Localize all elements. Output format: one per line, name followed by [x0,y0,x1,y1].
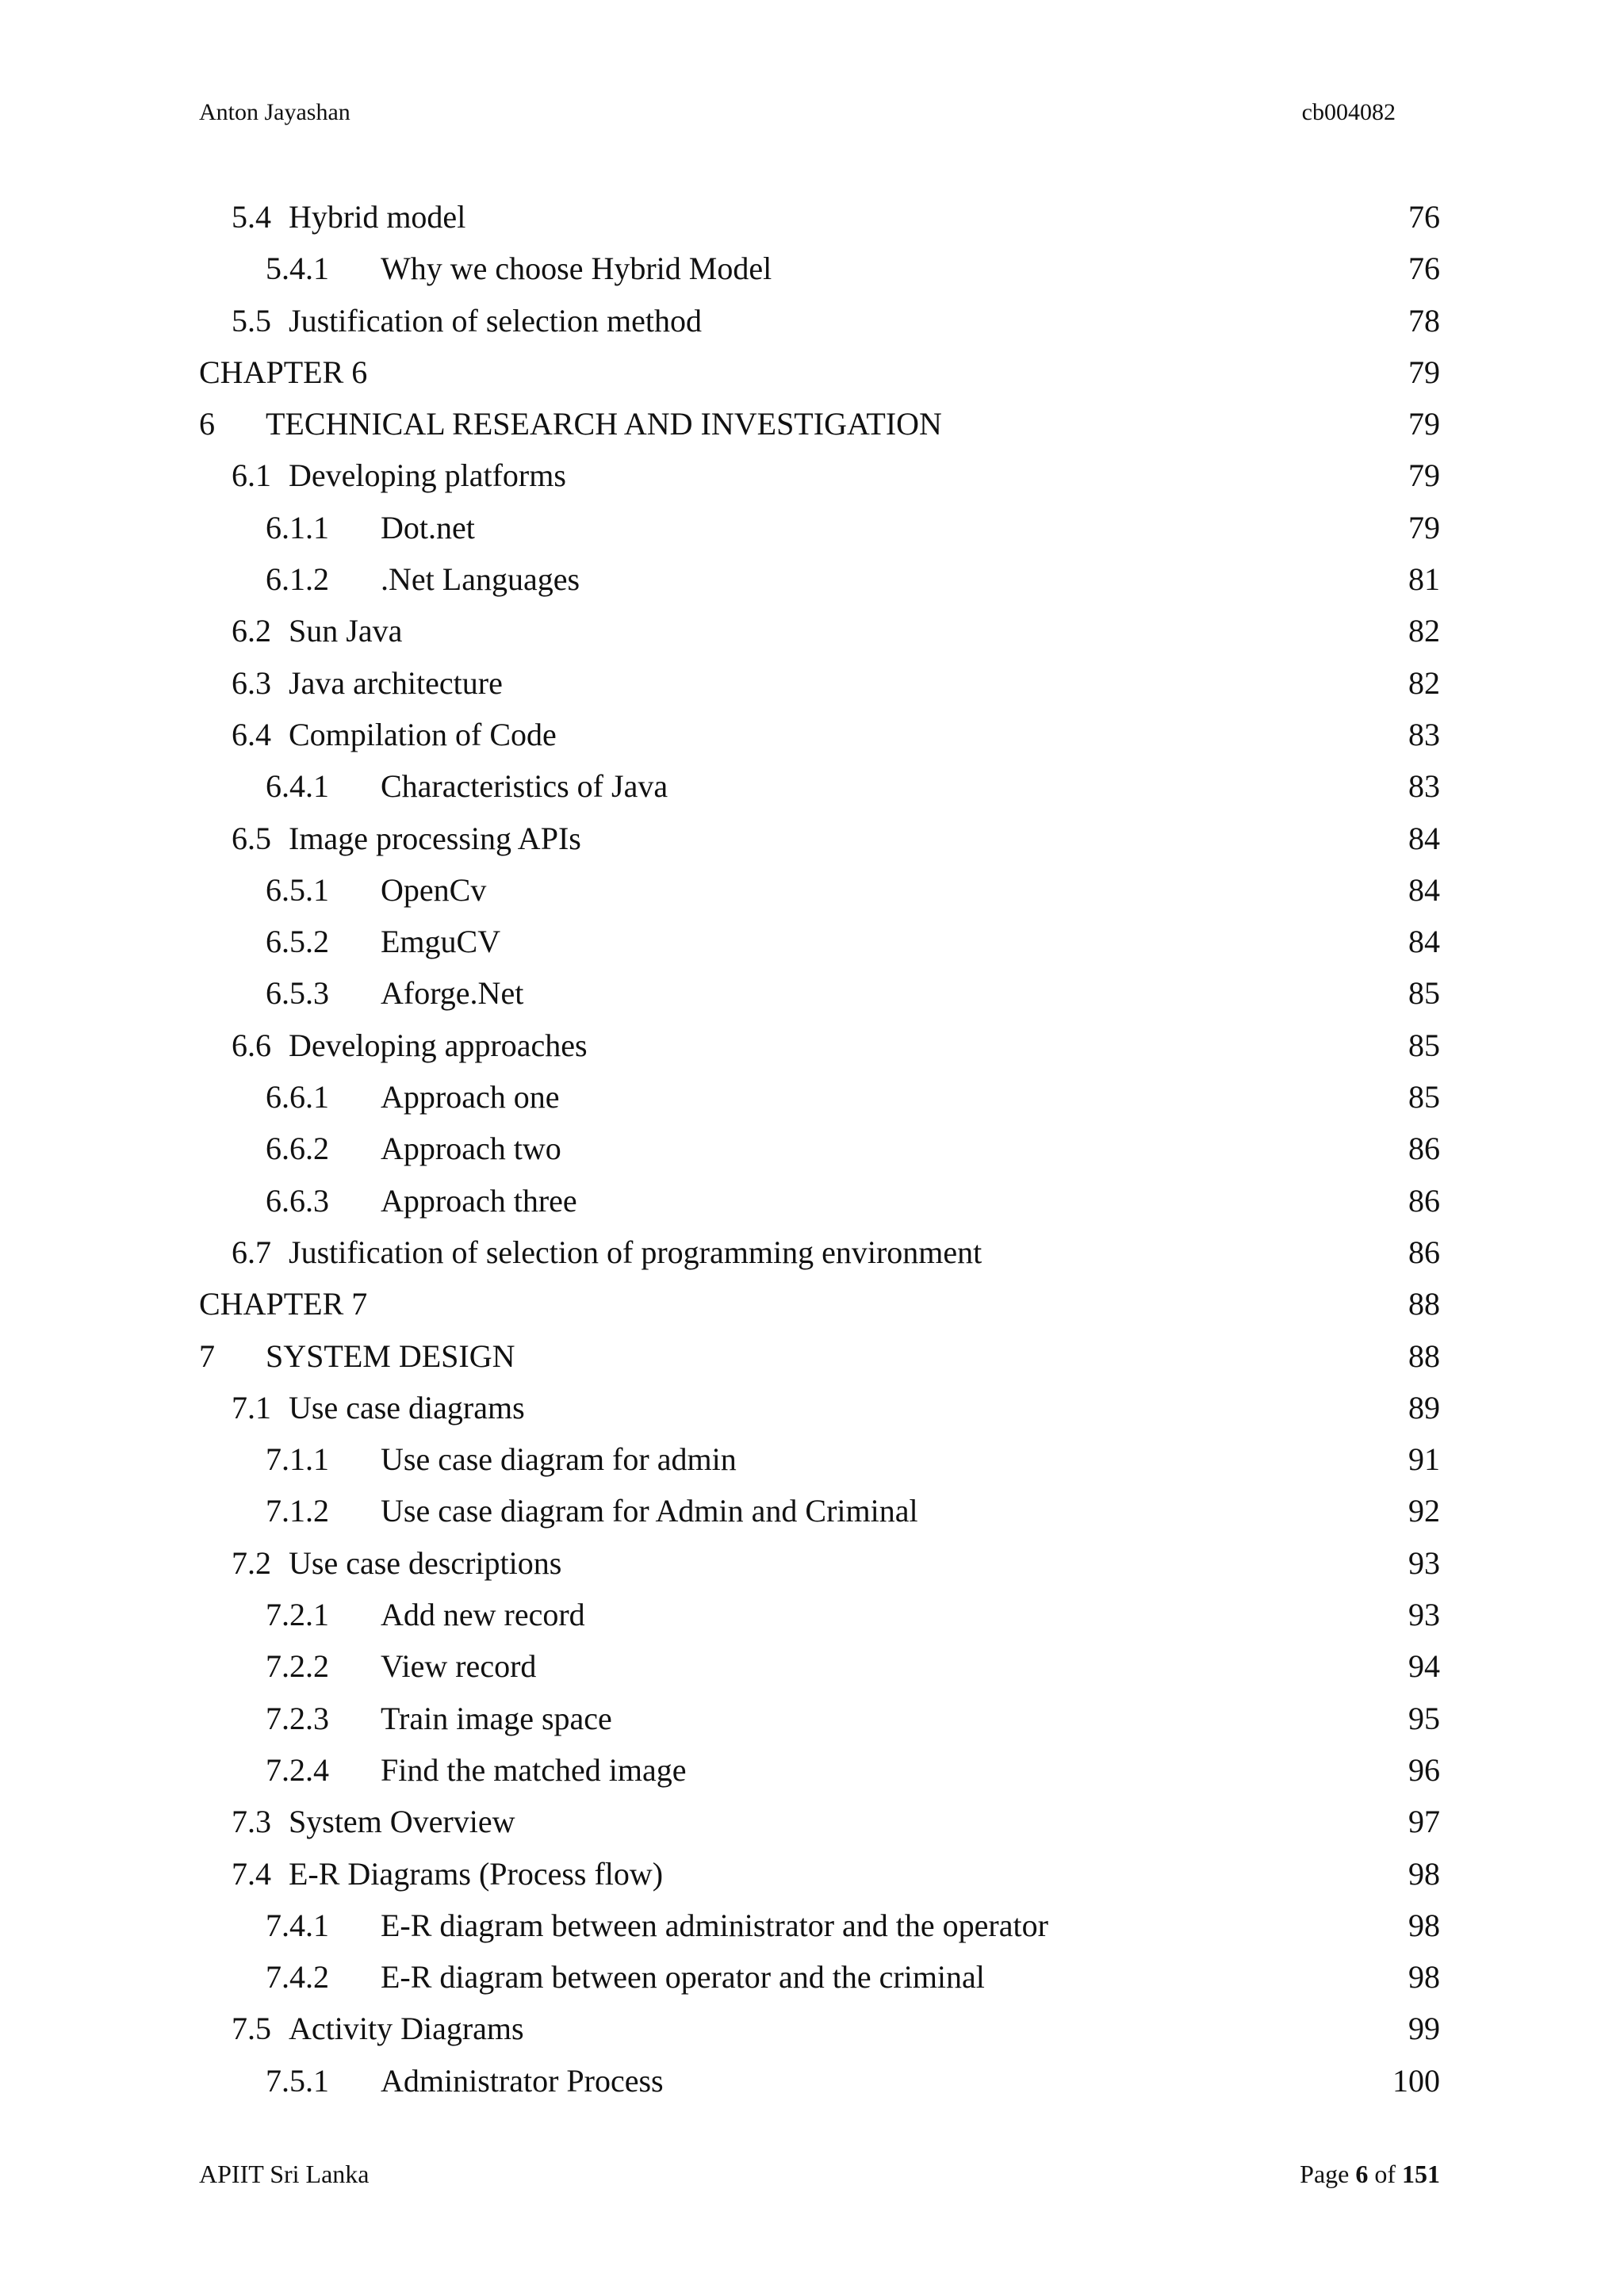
toc-entry-page-number: 85 [1408,1027,1440,1063]
toc-entry-page-number: 81 [1408,561,1440,598]
toc-entry-page-number: 84 [1408,820,1440,856]
toc-entry-page-number: 93 [1408,1597,1440,1633]
toc-entry[interactable] [199,402,1440,453]
toc-entry-number: 5.5 [232,302,271,339]
toc-entry-page-number: 98 [1408,1855,1440,1892]
toc-entry-title: SYSTEM DESIGN [266,1337,515,1374]
toc-entry-page-number: 86 [1408,1234,1440,1270]
toc-entry[interactable] [199,1230,1440,1282]
toc-entry-title: E-R diagram between administrator and the operator [381,1907,1048,1943]
toc-entry[interactable] [199,1852,1440,1904]
page-header [199,97,1396,128]
toc-entry-page-number: 85 [1408,1079,1440,1115]
toc-entry-title: E-R Diagrams (Process flow) [289,1855,664,1892]
toc-entry[interactable] [199,1644,1440,1696]
toc-entry[interactable] [199,1282,1440,1334]
toc-entry-title: Approach two [381,1131,561,1167]
toc-entry[interactable] [199,920,1440,971]
toc-entry-number: 6 [199,406,215,442]
toc-entry-page-number: 98 [1408,1959,1440,1996]
toc-entry-title: Use case descriptions [289,1544,562,1581]
toc-entry[interactable] [199,1334,1440,1386]
toc-entry[interactable] [199,868,1440,920]
toc-entry[interactable] [199,1437,1440,1489]
footer-current-page: 6 [1355,2160,1369,2188]
header-author: Anton Jayashan [199,99,350,125]
toc-entry-page-number: 83 [1408,768,1440,805]
toc-entry-number: 6.7 [232,1234,271,1270]
toc-entry-title: Java architecture [289,664,503,701]
toc-entry-title: Why we choose Hybrid Model [381,251,772,287]
toc-entry-title: CHAPTER 7 [199,1286,368,1322]
toc-entry[interactable] [199,661,1440,713]
toc-entry-number: 7.2.4 [266,1751,329,1788]
toc-entry-title: Activity Diagrams [289,2011,524,2047]
toc-entry-number: 7.4.1 [266,1907,329,1943]
toc-entry-page-number: 84 [1408,924,1440,960]
toc-entry-page-number: 76 [1408,199,1440,235]
toc-entry-page-number: 78 [1408,302,1440,339]
toc-entry-page-number: 98 [1408,1907,1440,1943]
toc-entry-page-number: 86 [1408,1182,1440,1219]
toc-entry[interactable] [199,1904,1440,1955]
toc-entry[interactable] [199,1800,1440,1851]
toc-entry-number: 7.5.1 [266,2062,329,2099]
toc-entry-title: Sun Java [289,613,403,649]
toc-entry-page-number: 94 [1408,1648,1440,1685]
toc-entry-title: Approach three [381,1182,577,1219]
toc-entry-title: Developing platforms [289,457,566,494]
toc-entry-number: 6.2 [232,613,271,649]
toc-entry[interactable] [199,1748,1440,1800]
toc-entry-page-number: 96 [1408,1751,1440,1788]
toc-entry-page-number: 93 [1408,1544,1440,1581]
toc-entry[interactable] [199,2007,1440,2058]
toc-entry-page-number: 76 [1408,251,1440,287]
toc-entry-title: Justification of selection method [289,302,702,339]
toc-entry-title: Find the matched image [381,1751,687,1788]
toc-entry[interactable] [199,1386,1440,1437]
toc-entry-title: OpenCv [381,871,487,908]
toc-entry-number: 7 [199,1337,215,1374]
toc-entry-page-number: 85 [1408,975,1440,1012]
toc-entry-title: E-R diagram between operator and the criminal [381,1959,985,1996]
toc-entry-page-number: 79 [1408,406,1440,442]
toc-entry-title: Use case diagram for admin [381,1441,737,1478]
toc-entry-number: 7.4.2 [266,1959,329,1996]
toc-entry[interactable] [199,1697,1440,1748]
toc-entry-page-number: 79 [1408,457,1440,494]
toc-entry-number: 7.3 [232,1804,271,1840]
toc-entry-page-number: 88 [1408,1286,1440,1322]
toc-entry-title: Compilation of Code [289,716,557,752]
toc-entry[interactable] [199,764,1440,816]
toc-entry-number: 7.1 [232,1389,271,1425]
toc-entry-number: 5.4.1 [266,251,329,287]
toc-entry[interactable] [199,1593,1440,1644]
toc-entry-page-number: 79 [1408,509,1440,545]
toc-entry[interactable] [199,1541,1440,1593]
toc-entry-page-number: 88 [1408,1337,1440,1374]
toc-entry[interactable] [199,609,1440,660]
toc-entry-page-number: 82 [1408,613,1440,649]
toc-entry-title: Use case diagram for Admin and Criminal [381,1493,918,1529]
table-of-contents [199,195,1440,2110]
toc-entry[interactable] [199,247,1440,298]
footer-page-number [1300,2158,1440,2190]
toc-entry-number: 6.3 [232,664,271,701]
toc-entry-title: TECHNICAL RESEARCH AND INVESTIGATION [266,406,942,442]
toc-entry-number: 6.6.3 [266,1182,329,1219]
toc-entry[interactable] [199,713,1440,764]
toc-entry[interactable] [199,1075,1440,1127]
toc-entry-title: Justification of selection of programming environment [289,1234,982,1270]
toc-entry-page-number: 92 [1408,1493,1440,1529]
toc-entry-page-number: 89 [1408,1389,1440,1425]
toc-entry-number: 7.1.1 [266,1441,329,1478]
toc-entry-title: CHAPTER 6 [199,354,368,390]
toc-entry-number: 7.2 [232,1544,271,1581]
toc-entry-title: Hybrid model [289,199,466,235]
toc-entry-page-number: 86 [1408,1131,1440,1167]
footer-page-prefix: Page [1300,2160,1356,2188]
toc-entry-number: 6.4 [232,716,271,752]
toc-entry-title: Train image space [381,1700,612,1736]
toc-entry-number: 6.4.1 [266,768,329,805]
toc-entry-page-number: 99 [1408,2011,1440,2047]
toc-entry-title: View record [381,1648,537,1685]
toc-entry[interactable] [199,1955,1440,2007]
toc-entry-page-number: 83 [1408,716,1440,752]
toc-entry-number: 6.5.2 [266,924,329,960]
toc-entry-page-number: 100 [1392,2062,1440,2099]
footer-total-pages: 151 [1402,2160,1440,2188]
toc-entry-number: 7.1.2 [266,1493,329,1529]
toc-entry-page-number: 82 [1408,664,1440,701]
toc-entry-number: 6.6 [232,1027,271,1063]
toc-entry-title: Use case diagrams [289,1389,525,1425]
toc-entry-number: 6.1.2 [266,561,329,598]
toc-entry-number: 7.2.1 [266,1597,329,1633]
toc-entry-title: System Overview [289,1804,515,1840]
toc-entry[interactable] [199,506,1440,557]
toc-entry-title: EmguCV [381,924,501,960]
toc-entry[interactable] [199,2059,1440,2110]
header-doc-id: cb004082 [1301,99,1396,125]
toc-entry[interactable] [199,350,1440,402]
toc-entry-title: .Net Languages [381,561,580,598]
toc-entry-number: 7.2.3 [266,1700,329,1736]
footer-page-of: of [1368,2160,1402,2188]
toc-entry-number: 6.1.1 [266,509,329,545]
toc-entry-title: Add new record [381,1597,585,1633]
toc-entry[interactable] [199,557,1440,609]
toc-entry-page-number: 84 [1408,871,1440,908]
toc-entry[interactable] [199,971,1440,1023]
toc-entry[interactable] [199,817,1440,868]
toc-entry-page-number: 79 [1408,354,1440,390]
toc-entry-page-number: 91 [1408,1441,1440,1478]
toc-entry[interactable] [199,453,1440,505]
toc-entry[interactable] [199,1127,1440,1178]
toc-entry-number: 5.4 [232,199,271,235]
footer-organization: APIIT Sri Lanka [199,2160,370,2188]
toc-entry-title: Dot.net [381,509,475,545]
toc-entry-number: 7.5 [232,2011,271,2047]
toc-entry[interactable] [199,299,1440,350]
toc-entry-title: Characteristics of Java [381,768,668,805]
toc-entry-title: Approach one [381,1079,560,1115]
toc-entry-number: 6.5.3 [266,975,329,1012]
toc-entry-number: 7.4 [232,1855,271,1892]
toc-entry-page-number: 95 [1408,1700,1440,1736]
toc-entry[interactable] [199,1489,1440,1540]
toc-entry-title: Image processing APIs [289,820,581,856]
toc-entry-title: Administrator Process [381,2062,664,2099]
toc-entry-number: 6.1 [232,457,271,494]
toc-entry[interactable] [199,1179,1440,1230]
toc-entry-number: 6.5 [232,820,271,856]
toc-entry[interactable] [199,1024,1440,1075]
toc-entry-number: 7.2.2 [266,1648,329,1685]
toc-entry-number: 6.5.1 [266,871,329,908]
toc-entry-title: Developing approaches [289,1027,588,1063]
toc-entry-number: 6.6.2 [266,1131,329,1167]
toc-entry-title: Aforge.Net [381,975,524,1012]
toc-entry-number: 6.6.1 [266,1079,329,1115]
toc-entry-page-number: 97 [1408,1804,1440,1840]
page-footer [199,2158,1440,2190]
toc-entry[interactable] [199,195,1440,247]
